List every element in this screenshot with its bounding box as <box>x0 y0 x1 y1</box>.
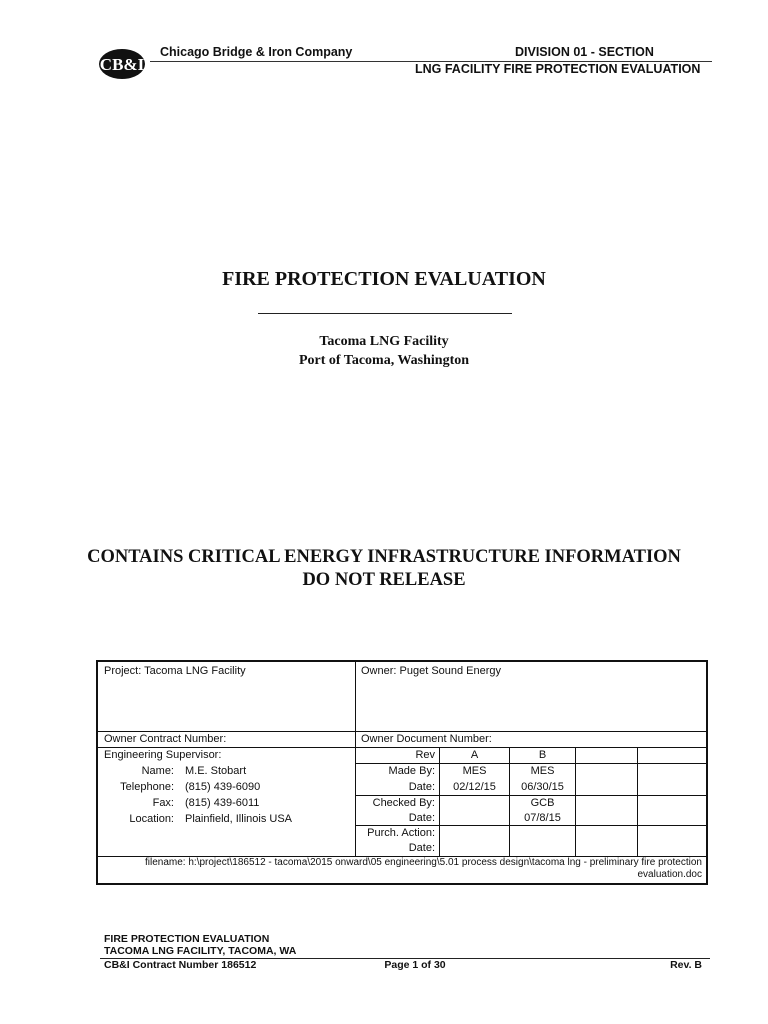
name-label: Name: <box>141 765 174 777</box>
rev-b-made-date: 06/30/15 <box>521 781 564 793</box>
location-value: Plainfield, Illinois USA <box>185 813 292 825</box>
do-not-release-warning: DO NOT RELEASE <box>302 570 466 590</box>
rev-b: B <box>538 749 547 761</box>
filename-line-1: filename: h:\project\186512 - tacoma\2015 onward\05 engineering\5.01 process design\tacoma lng - preliminary fire protection <box>145 857 702 868</box>
facility-name: Tacoma LNG Facility <box>319 334 449 349</box>
footer-facility: TACOMA LNG FACILITY, TACOMA, WA <box>104 945 297 957</box>
filename-line-2: evaluation.doc <box>637 869 702 880</box>
name-value: M.E. Stobart <box>185 765 247 777</box>
cei-warning: CONTAINS CRITICAL ENERGY INFRASTRUCTURE INFORMATION <box>87 547 681 567</box>
owner-field: Owner: Puget Sound Energy <box>361 665 502 677</box>
purch-date-label: Date: <box>408 842 435 854</box>
rev-a-made-date: 02/12/15 <box>453 781 496 793</box>
footer-contract-number: CB&I Contract Number 186512 <box>104 959 257 971</box>
purch-action-label: Purch. Action: <box>367 827 435 839</box>
footer-revision: Rev. B <box>670 959 702 971</box>
rev-b-checked-by: GCB <box>530 797 555 809</box>
footer-page-number: Page 1 of 30 <box>384 959 446 971</box>
made-date-label: Date: <box>408 781 435 793</box>
telephone-value: (815) 439-6090 <box>185 781 261 793</box>
rev-a-made-by: MES <box>462 765 487 777</box>
fax-value: (815) 439-6011 <box>185 797 260 809</box>
facility-location: Port of Tacoma, Washington <box>298 353 470 368</box>
project-field: Project: Tacoma LNG Facility <box>104 665 246 677</box>
owner-contract-number-field: Owner Contract Number: <box>104 733 227 745</box>
fax-label: Fax: <box>152 797 174 809</box>
company-logo <box>98 48 146 80</box>
project-info-table <box>96 660 708 885</box>
division-label: DIVISION 01 - SECTION <box>515 45 654 59</box>
location-label: Location: <box>129 813 174 825</box>
telephone-label: Telephone: <box>120 781 174 793</box>
document-title: FIRE PROTECTION EVALUATION <box>222 268 546 290</box>
company-name: Chicago Bridge & Iron Company <box>160 45 353 59</box>
checked-date-label: Date: <box>408 812 435 824</box>
logo-text: CB&I <box>99 55 145 74</box>
owner-document-number-field: Owner Document Number: <box>361 733 492 745</box>
title-rule <box>258 313 512 314</box>
checked-by-label: Checked By: <box>372 797 435 809</box>
rev-a: A <box>470 749 479 761</box>
header-subtitle: LNG FACILITY FIRE PROTECTION EVALUATION <box>415 62 701 76</box>
footer-doc-title: FIRE PROTECTION EVALUATION <box>104 933 270 945</box>
rev-b-checked-date: 07/8/15 <box>524 812 561 824</box>
engineering-supervisor-label: Engineering Supervisor: <box>104 749 222 761</box>
made-by-label: Made By: <box>388 765 435 777</box>
rev-label: Rev <box>415 749 435 761</box>
rev-b-made-by: MES <box>530 765 555 777</box>
